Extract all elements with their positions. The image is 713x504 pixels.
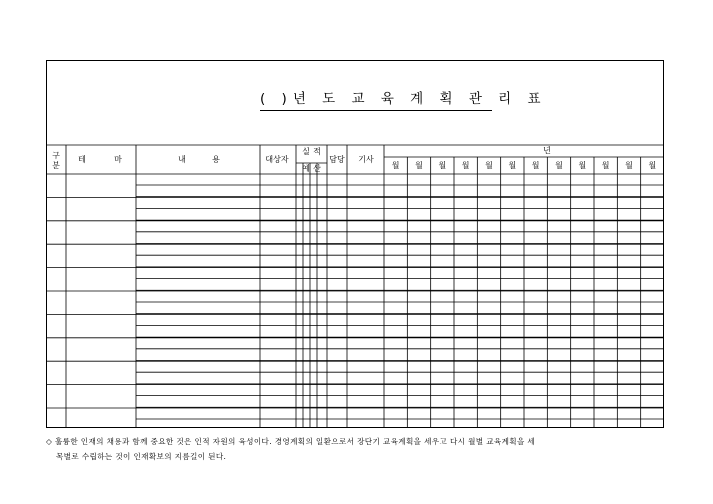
header-year: 년 [543, 146, 551, 155]
header-target: 대상자 [265, 155, 289, 164]
footnote-line-2: 목별로 수립하는 것이 인재확보의 지름길이 된다. [56, 452, 227, 461]
header-month: 월 [578, 161, 587, 170]
header-budget-2: 산 [313, 164, 321, 173]
header-month: 월 [391, 161, 400, 170]
header-actual-2: 적 [313, 147, 321, 156]
footnote-line-1: ◇ 훌륭한 인재의 채용과 함께 중요한 것은 인적 자원의 육성이다. 경영계획의 일환으로서 장단기 교육계획을 세우고 다시 월별 교육계획을 세 [46, 437, 536, 446]
header-content-1: 내 [178, 155, 186, 164]
header-budget-1: 예 [302, 164, 310, 173]
header-month: 월 [555, 161, 563, 170]
header-month: 월 [625, 161, 633, 170]
footnote [46, 434, 671, 464]
header-actual-1: 실 [302, 147, 310, 156]
header-month: 월 [601, 161, 610, 170]
header-month: 월 [648, 161, 657, 170]
header-record: 기사 [358, 155, 374, 164]
header-month: 월 [415, 161, 423, 170]
header-month: 월 [508, 161, 517, 170]
header-content-2: 용 [212, 155, 220, 164]
header-theme-2: 마 [114, 155, 122, 164]
header-charge: 담당 [329, 155, 345, 164]
header-month: 월 [531, 161, 540, 170]
header-theme-1: 테 [78, 155, 86, 164]
header-division: 구분 [52, 151, 60, 170]
header-month: 월 [485, 161, 493, 170]
header-month: 월 [461, 161, 470, 170]
header-month: 월 [438, 161, 447, 170]
form-title: ( )년 도 교 육 계 획 관 리 표 [260, 91, 547, 107]
